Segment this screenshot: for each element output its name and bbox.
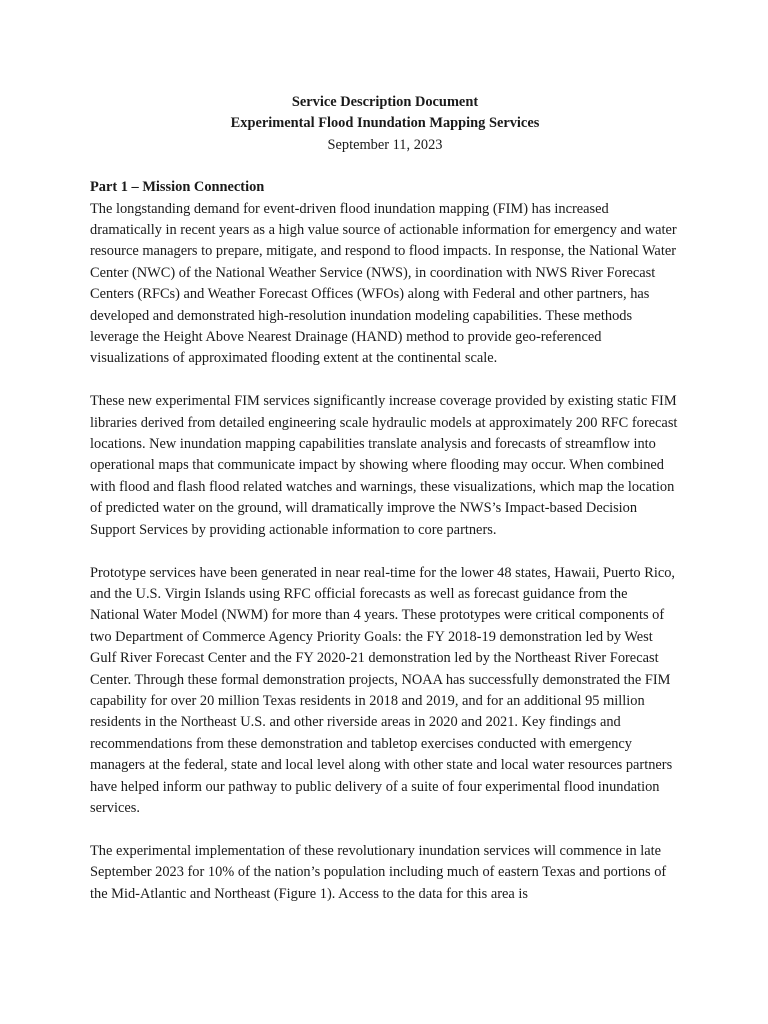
document-subtitle: Experimental Flood Inundation Mapping Services [230,115,540,132]
paragraph: Prototype services have been generated in near real-time for the lower 48 states, Hawaii, Puerto Rico, and the U.S. Virgin Islands using RFC official forecasts as well as forecast guidance from the National Water Model (NWM) for more than 4 years. These prototypes were critical components of two Department of Commerce Agency Priority Goals: the FY 2018-19 demonstration led by West Gulf River Forecast Center and the FY 2020-21 demonstration led by the Northeast River Forecast Center. Through these formal demonstration projects, NOAA has successfully demonstrated the FIM capability for over 20 million Texas residents in 2018 and 2019, and for an additional 95 million residents in the Northeast U.S. and other riverside areas in 2020 and 2021. Key findings and recommendations from these demonstration and tabletop exercises conducted with emergency managers at the federal, state and local level along with other state and local water resources partners have helped inform our pathway to public delivery of a suite of four experimental flood inundation services. [90,564,676,816]
document-header [90,92,680,156]
paragraph: The longstanding demand for event-driven flood inundation mapping (FIM) has increased dramatically in recent years as a high value source of actionable information for emergency and water resource managers to prepare, mitigate, and respond to flood impacts. In response, the National Water Center (NWC) of the National Weather Service (NWS), in coordination with NWS River Forecast Centers (RFCs) and Weather Forecast Offices (WFOs) along with Federal and other partners, has developed and demonstrated high-resolution inundation modeling capabilities. These methods leverage the Height Above Nearest Drainage (HAND) method to provide geo-referenced visualizations of approximated flooding extent at the continental scale. [90,200,677,367]
document-page [90,92,680,926]
paragraph: The experimental implementation of these revolutionary inundation services will commence in late September 2023 for 10% of the nation’s population including much of eastern Texas and portions of the Mid-Atlantic and Northeast (Figure 1). Access to the data for this area is [90,842,667,902]
document-title: Service Description Document [291,94,479,110]
section-heading-part1: Part 1 – Mission Connection [90,179,265,196]
document-date: September 11, 2023 [327,136,443,153]
paragraph: These new experimental FIM services significantly increase coverage provided by existing static FIM libraries derived from detailed engineering scale hydraulic models at approximately 200 RFC forecast locations. New inundation mapping capabilities translate analysis and forecasts of streamflow into operational maps that communicate impact by showing where flooding may occur. When combined with flood and flash flood related watches and warnings, these visualizations, which map the location of predicted water on the ground, will dramatically improve the NWS’s Impact-based Decision Support Services by providing actionable information to core partners. [90,393,678,538]
section-body-part1 [90,199,680,905]
